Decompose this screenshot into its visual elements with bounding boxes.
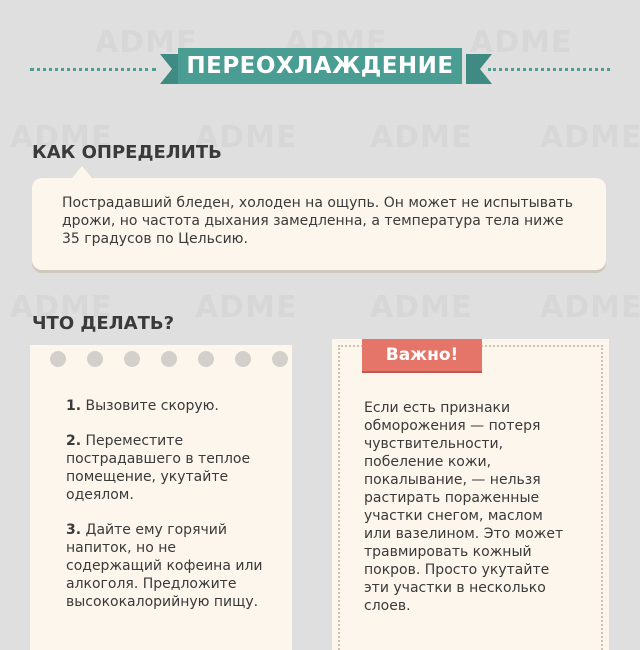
- list-item: [66, 397, 276, 415]
- important-badge: Важно!: [362, 339, 482, 371]
- watermark: [540, 120, 640, 155]
- step-text: Вызовите скорую.: [85, 398, 219, 414]
- dotted-divider-right: [488, 68, 610, 71]
- steps-note: [30, 345, 292, 650]
- step-number: 1.: [66, 398, 82, 414]
- step-number: 3.: [66, 522, 82, 538]
- step-text: Дайте ему горячий напиток, но не содержащий кофеина или алкоголя. Предложите высококалорийную пищу.: [66, 522, 263, 610]
- section-heading-identify: КАК ОПРЕДЕЛИТЬ: [32, 142, 222, 163]
- binder-hole: [198, 351, 214, 367]
- binder-hole: [235, 351, 251, 367]
- watermark: [370, 120, 472, 155]
- callout-tail: [72, 166, 92, 178]
- section-heading-what-to-do: ЧТО ДЕЛАТЬ?: [32, 313, 175, 334]
- list-item: [66, 432, 276, 504]
- identify-callout: [32, 178, 606, 270]
- watermark: [540, 290, 640, 325]
- binder-hole: [87, 351, 103, 367]
- ribbon-end-right: [466, 54, 492, 84]
- binder-hole: [272, 351, 288, 367]
- step-number: 2.: [66, 433, 82, 449]
- list-item: [66, 521, 276, 611]
- steps-list: [66, 397, 276, 628]
- identify-text: Пострадавший бледен, холоден на ощупь. Он может не испытывать дрожи, но частота дыхания замедленна, а температура тела ниже 35 градусов по Цельсию.: [62, 195, 573, 247]
- step-text: Переместите пострадавшего в теплое помещение, укутайте одеялом.: [66, 433, 251, 503]
- binder-hole: [50, 351, 66, 367]
- binder-hole: [124, 351, 140, 367]
- important-text: Если есть признаки обморожения — потеря чувствительности, побеление кожи, покалывание, — нельзя растирать пораженные участки снегом, маслом или вазелином. Это может травмировать кожный покров. Просто укутайте эти участки в несколько слоев.: [364, 400, 564, 614]
- dotted-divider-left: [30, 68, 156, 71]
- page-title: ПЕРЕОХЛАЖДЕНИЕ: [178, 48, 462, 84]
- watermark: [370, 290, 472, 325]
- watermark: [195, 290, 297, 325]
- binder-hole: [161, 351, 177, 367]
- title-banner: [0, 48, 640, 88]
- important-card: [332, 339, 609, 650]
